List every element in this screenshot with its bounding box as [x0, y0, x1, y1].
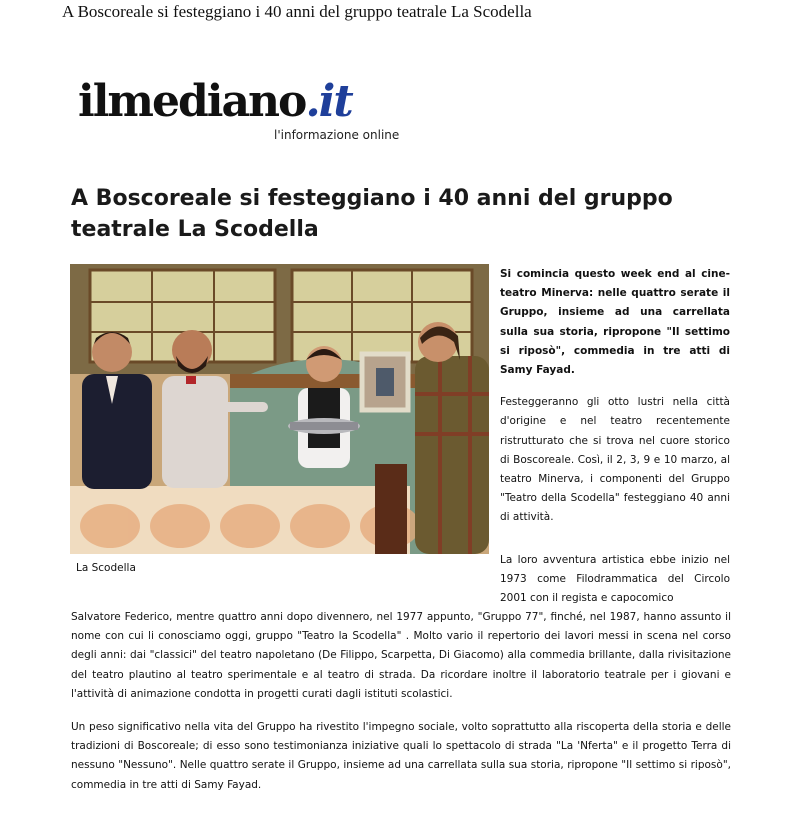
- photo-caption: La Scodella: [76, 562, 136, 574]
- document-title: A Boscoreale si festeggiano i 40 anni del gruppo teatrale La Scodella: [62, 2, 532, 21]
- article-headline: A Boscoreale si festeggiano i 40 anni del gruppo teatrale La Scodella: [71, 186, 673, 242]
- article-paragraph-3-start: La loro avventura artistica ebbe inizio nel 1973 come Filodrammatica del Circolo 2001 con il regista e capocomico: [500, 554, 730, 605]
- masthead: [78, 76, 418, 152]
- article-paragraph-1: Si comincia questo week end al cine-teatro Minerva: nelle quattro serate il Gruppo, insieme ad una carrellata sulla sua storia, ripropone "Il settimo si riposò", commedia in tre atti di Samy Fayad.: [500, 268, 730, 377]
- article-side-column: [500, 265, 730, 541]
- article-photo: [70, 264, 489, 554]
- article-paragraph-2: Festeggeranno gli otto lustri nella città d'origine e nel teatro recentemente ristrutturato che si trova nel cuore storico di Boscoreale. Così, il 2, 3, 9 e 10 marzo, al teatro Minerva, i componenti del Gruppo "Teatro della Scodella" festeggiano 40 anni di attività.: [500, 396, 730, 524]
- article-paragraph-3-rest: Salvatore Federico, mentre quattro anni dopo divennero, nel 1977 appunto, "Gruppo 77", finché, nel 1987, hanno assunto il nome con cui li conosciamo oggi, gruppo "Teatro la Scodella" . Molto vario il repertorio dei lavori messi in scena nel corso degli anni: dai "classici" del teatro napoletano (De Filippo, Scarpetta, Di Giacomo) alla commedia brillante, dalla rivisitazione del teatro plautino al teatro sperimentale e al teatro di strada. Da ricordare inoltre il laboratorio teatrale per i giovani e l'attività di animazione condotta in progetti curati dagli istituti scolastici.: [71, 611, 731, 700]
- article-body: [71, 608, 731, 809]
- site-logo[interactable]: [78, 76, 418, 127]
- logo-tld: .it: [305, 76, 352, 127]
- article-paragraph-4: Un peso significativo nella vita del Gruppo ha rivestito l'impegno sociale, volto soprattutto alla riscoperta della storia e delle tradizioni di Boscoreale; di esso sono testimonianza iniziative quali lo spettacolo di strada "La 'Nferta" e il progetto Terra di nessuno "Nessuno". Nelle quattro serate il Gruppo, insieme ad una carrellata sulla sua storia, ripropone "Il settimo si riposò", commedia in tre atti di Samy Fayad.: [71, 721, 731, 791]
- site-tagline: l'informazione online: [274, 128, 400, 142]
- logo-main: ilmediano: [78, 76, 306, 127]
